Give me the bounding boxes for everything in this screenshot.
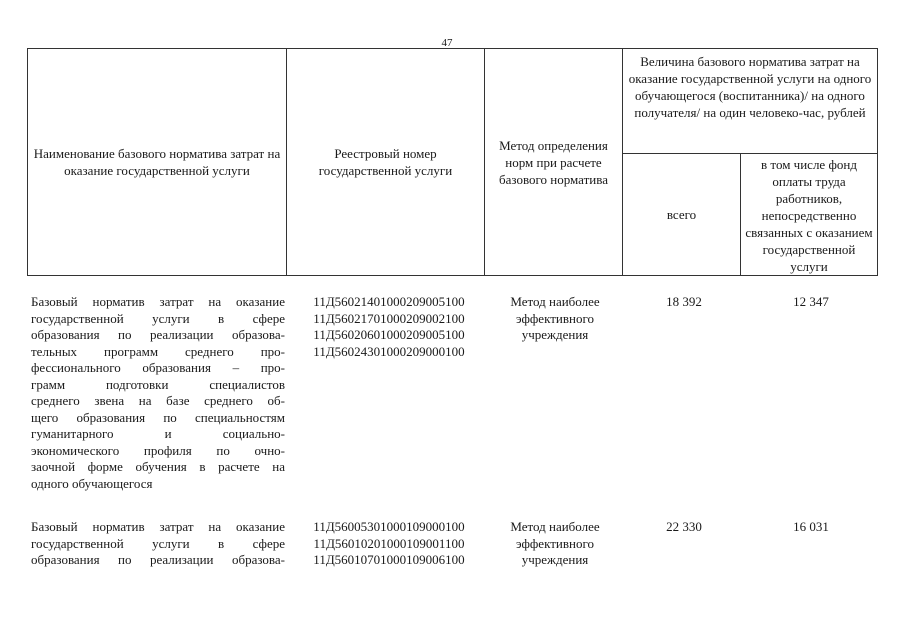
service-name-line: государственной услуги в сфере bbox=[31, 310, 285, 326]
service-name-line: заочной форме обучения в расчете на bbox=[31, 459, 285, 474]
method-line: эффективного bbox=[516, 535, 594, 551]
method-line: Метод наиболее bbox=[510, 519, 600, 534]
registry-numbers bbox=[289, 519, 489, 569]
service-name-line: гуманитарного и социально- bbox=[31, 426, 285, 441]
service-name-line: щего образования по специальностям bbox=[31, 409, 285, 425]
header-name-column: Наименование базового норматива затрат на оказание государственной услуги bbox=[28, 49, 287, 276]
registry-number: 11Д56021701000209002100 bbox=[313, 310, 465, 326]
registry-number: 11Д56021401000209005100 bbox=[313, 294, 465, 309]
service-name-line: государственной услуги в сфере bbox=[31, 535, 285, 551]
registry-number: 11Д56010201000109001100 bbox=[313, 535, 465, 551]
service-name bbox=[31, 294, 285, 492]
header-fund-column: в том числе фонд оплаты труда работников, непосредственно связанных с оказанием государственной услуги bbox=[741, 154, 878, 276]
fund-value: 12 347 bbox=[793, 294, 829, 309]
registry-number: 11Д56005301000109000100 bbox=[313, 519, 465, 534]
method-line: учреждения bbox=[521, 552, 589, 567]
method-line: эффективного bbox=[516, 310, 594, 326]
service-name-line: тельных программ среднего про- bbox=[31, 343, 285, 359]
table-header bbox=[27, 48, 878, 276]
registry-number: 11Д56020601000209005100 bbox=[313, 327, 465, 342]
service-name-line: среднего звена на базе среднего об- bbox=[31, 393, 285, 408]
service-name-line: грамм подготовки специалистов bbox=[31, 376, 285, 392]
header-method-column: Метод определения норм при расчете базового норматива bbox=[485, 49, 623, 276]
method-line: учреждения bbox=[521, 327, 589, 342]
page-number: 47 bbox=[441, 37, 453, 49]
service-name bbox=[31, 519, 285, 569]
method-line: Метод наиболее bbox=[510, 294, 600, 309]
service-name-line: одного обучающегося bbox=[31, 475, 153, 491]
header-registry-column: Реестровый номер государственной услуги bbox=[287, 49, 485, 276]
total-value: 18 392 bbox=[666, 294, 702, 309]
header-total-column: всего bbox=[623, 154, 741, 276]
service-name-line: экономического профиля по очно- bbox=[31, 442, 285, 458]
service-name-line: Базовый норматив затрат на оказание bbox=[31, 294, 285, 309]
total-value: 22 330 bbox=[666, 519, 702, 534]
registry-number: 11Д56010701000109006100 bbox=[313, 552, 465, 567]
registry-number: 11Д56024301000209000100 bbox=[313, 343, 465, 359]
service-name-line: фессионального образования – про- bbox=[31, 360, 285, 375]
method bbox=[487, 519, 623, 569]
method bbox=[487, 294, 623, 344]
service-name-line: Базовый норматив затрат на оказание bbox=[31, 519, 285, 534]
registry-numbers bbox=[289, 294, 489, 360]
service-name-line: образования по реализации образова- bbox=[31, 552, 285, 567]
service-name-line: образования по реализации образова- bbox=[31, 327, 285, 342]
header-value-column: Величина базового норматива затрат на оказание государственной услуги на одного обучающегося (воспитанника)/ на одного получателя/ на один человеко-час, рублей bbox=[623, 49, 878, 154]
fund-value: 16 031 bbox=[793, 519, 829, 534]
